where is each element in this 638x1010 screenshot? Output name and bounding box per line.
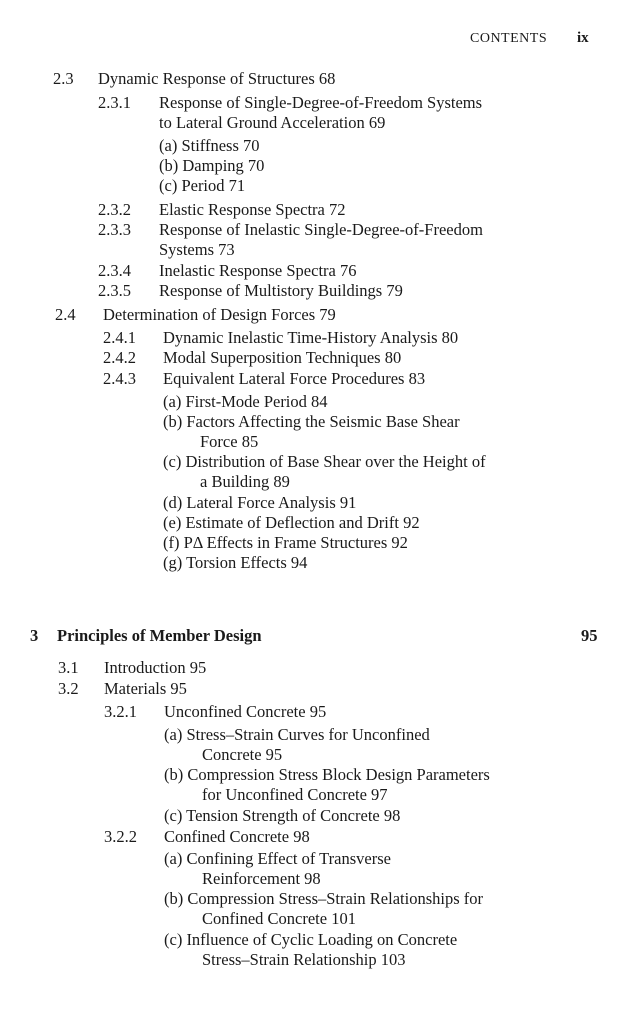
toc-subitem: (c) Period 71 bbox=[159, 176, 246, 195]
toc-subitem-continuation: Confined Concrete 101 bbox=[202, 909, 356, 928]
toc-subitem: (g) Torsion Effects 94 bbox=[163, 553, 308, 572]
toc-entry: Modal Superposition Techniques 80 bbox=[163, 348, 402, 367]
toc-number: 2.3 bbox=[53, 69, 74, 88]
toc-entry-continuation: Systems 73 bbox=[159, 240, 235, 259]
running-header-title: CONTENTS bbox=[470, 31, 548, 46]
toc-entry: Confined Concrete 98 bbox=[164, 827, 310, 846]
toc-entry: Response of Single-Degree-of-Freedom Systems bbox=[159, 93, 483, 112]
running-header-page-number: ix bbox=[577, 30, 589, 46]
toc-number: 3.1 bbox=[58, 658, 79, 677]
chapter-number: 3 bbox=[30, 626, 39, 645]
toc-entry: Introduction 95 bbox=[104, 658, 207, 677]
chapter-page-number: 95 bbox=[581, 626, 598, 645]
toc-subitem: (b) Damping 70 bbox=[159, 156, 265, 175]
toc-subitem: (a) First-Mode Period 84 bbox=[163, 392, 328, 411]
toc-entry: Materials 95 bbox=[104, 679, 187, 698]
toc-subitem-continuation: Reinforcement 98 bbox=[202, 869, 321, 888]
toc-subitem: (c) Influence of Cyclic Loading on Concrete bbox=[164, 930, 458, 949]
toc-subitem: (a) Stress–Strain Curves for Unconfined bbox=[164, 725, 430, 744]
toc-entry: Unconfined Concrete 95 bbox=[164, 702, 327, 721]
toc-subitem-continuation: Stress–Strain Relationship 103 bbox=[202, 950, 406, 969]
toc-subitem: (d) Lateral Force Analysis 91 bbox=[163, 493, 357, 512]
toc-subitem: (b) Factors Affecting the Seismic Base Shear bbox=[163, 412, 460, 431]
toc-subitem: (b) Compression Stress–Strain Relationships for bbox=[164, 889, 483, 908]
toc-subitem: (a) Stiffness 70 bbox=[159, 136, 260, 155]
chapter-title: Principles of Member Design bbox=[57, 626, 262, 645]
toc-subitem: (c) Distribution of Base Shear over the Height of bbox=[163, 452, 486, 471]
toc-number: 2.3.4 bbox=[98, 261, 131, 280]
toc-subitem: (f) PΔ Effects in Frame Structures 92 bbox=[163, 533, 408, 552]
toc-number: 2.4.3 bbox=[103, 369, 136, 388]
toc-entry: Dynamic Inelastic Time-History Analysis 80 bbox=[163, 328, 459, 347]
toc-number: 2.4.1 bbox=[103, 328, 136, 347]
toc-number: 2.4 bbox=[55, 305, 76, 324]
toc-subitem-continuation: a Building 89 bbox=[200, 472, 290, 491]
toc-entry-continuation: to Lateral Ground Acceleration 69 bbox=[159, 113, 386, 132]
toc-number: 3.2.2 bbox=[104, 827, 137, 846]
toc-entry: Response of Inelastic Single-Degree-of-Freedom bbox=[159, 220, 483, 239]
toc-entry: Dynamic Response of Structures 68 bbox=[98, 69, 336, 88]
toc-subitem: (c) Tension Strength of Concrete 98 bbox=[164, 806, 401, 825]
toc-entry: Determination of Design Forces 79 bbox=[103, 305, 336, 324]
toc-subitem: (a) Confining Effect of Transverse bbox=[164, 849, 391, 868]
toc-subitem-continuation: Concrete 95 bbox=[202, 745, 283, 764]
toc-number: 2.3.1 bbox=[98, 93, 131, 112]
toc-subitem-continuation: Force 85 bbox=[200, 432, 259, 451]
toc-subitem-continuation: for Unconfined Concrete 97 bbox=[202, 785, 388, 804]
toc-number: 3.2 bbox=[58, 679, 79, 698]
toc-entry: Response of Multistory Buildings 79 bbox=[159, 281, 403, 300]
toc-subitem: (e) Estimate of Deflection and Drift 92 bbox=[163, 513, 420, 532]
toc-subitem: (b) Compression Stress Block Design Parameters bbox=[164, 765, 490, 784]
toc-number: 3.2.1 bbox=[104, 702, 137, 721]
toc-number: 2.3.3 bbox=[98, 220, 131, 239]
toc-number: 2.4.2 bbox=[103, 348, 136, 367]
toc-number: 2.3.2 bbox=[98, 200, 131, 219]
toc-entry: Elastic Response Spectra 72 bbox=[159, 200, 346, 219]
toc-number: 2.3.5 bbox=[98, 281, 131, 300]
toc-entry: Inelastic Response Spectra 76 bbox=[159, 261, 357, 280]
toc-entry: Equivalent Lateral Force Procedures 83 bbox=[163, 369, 426, 388]
